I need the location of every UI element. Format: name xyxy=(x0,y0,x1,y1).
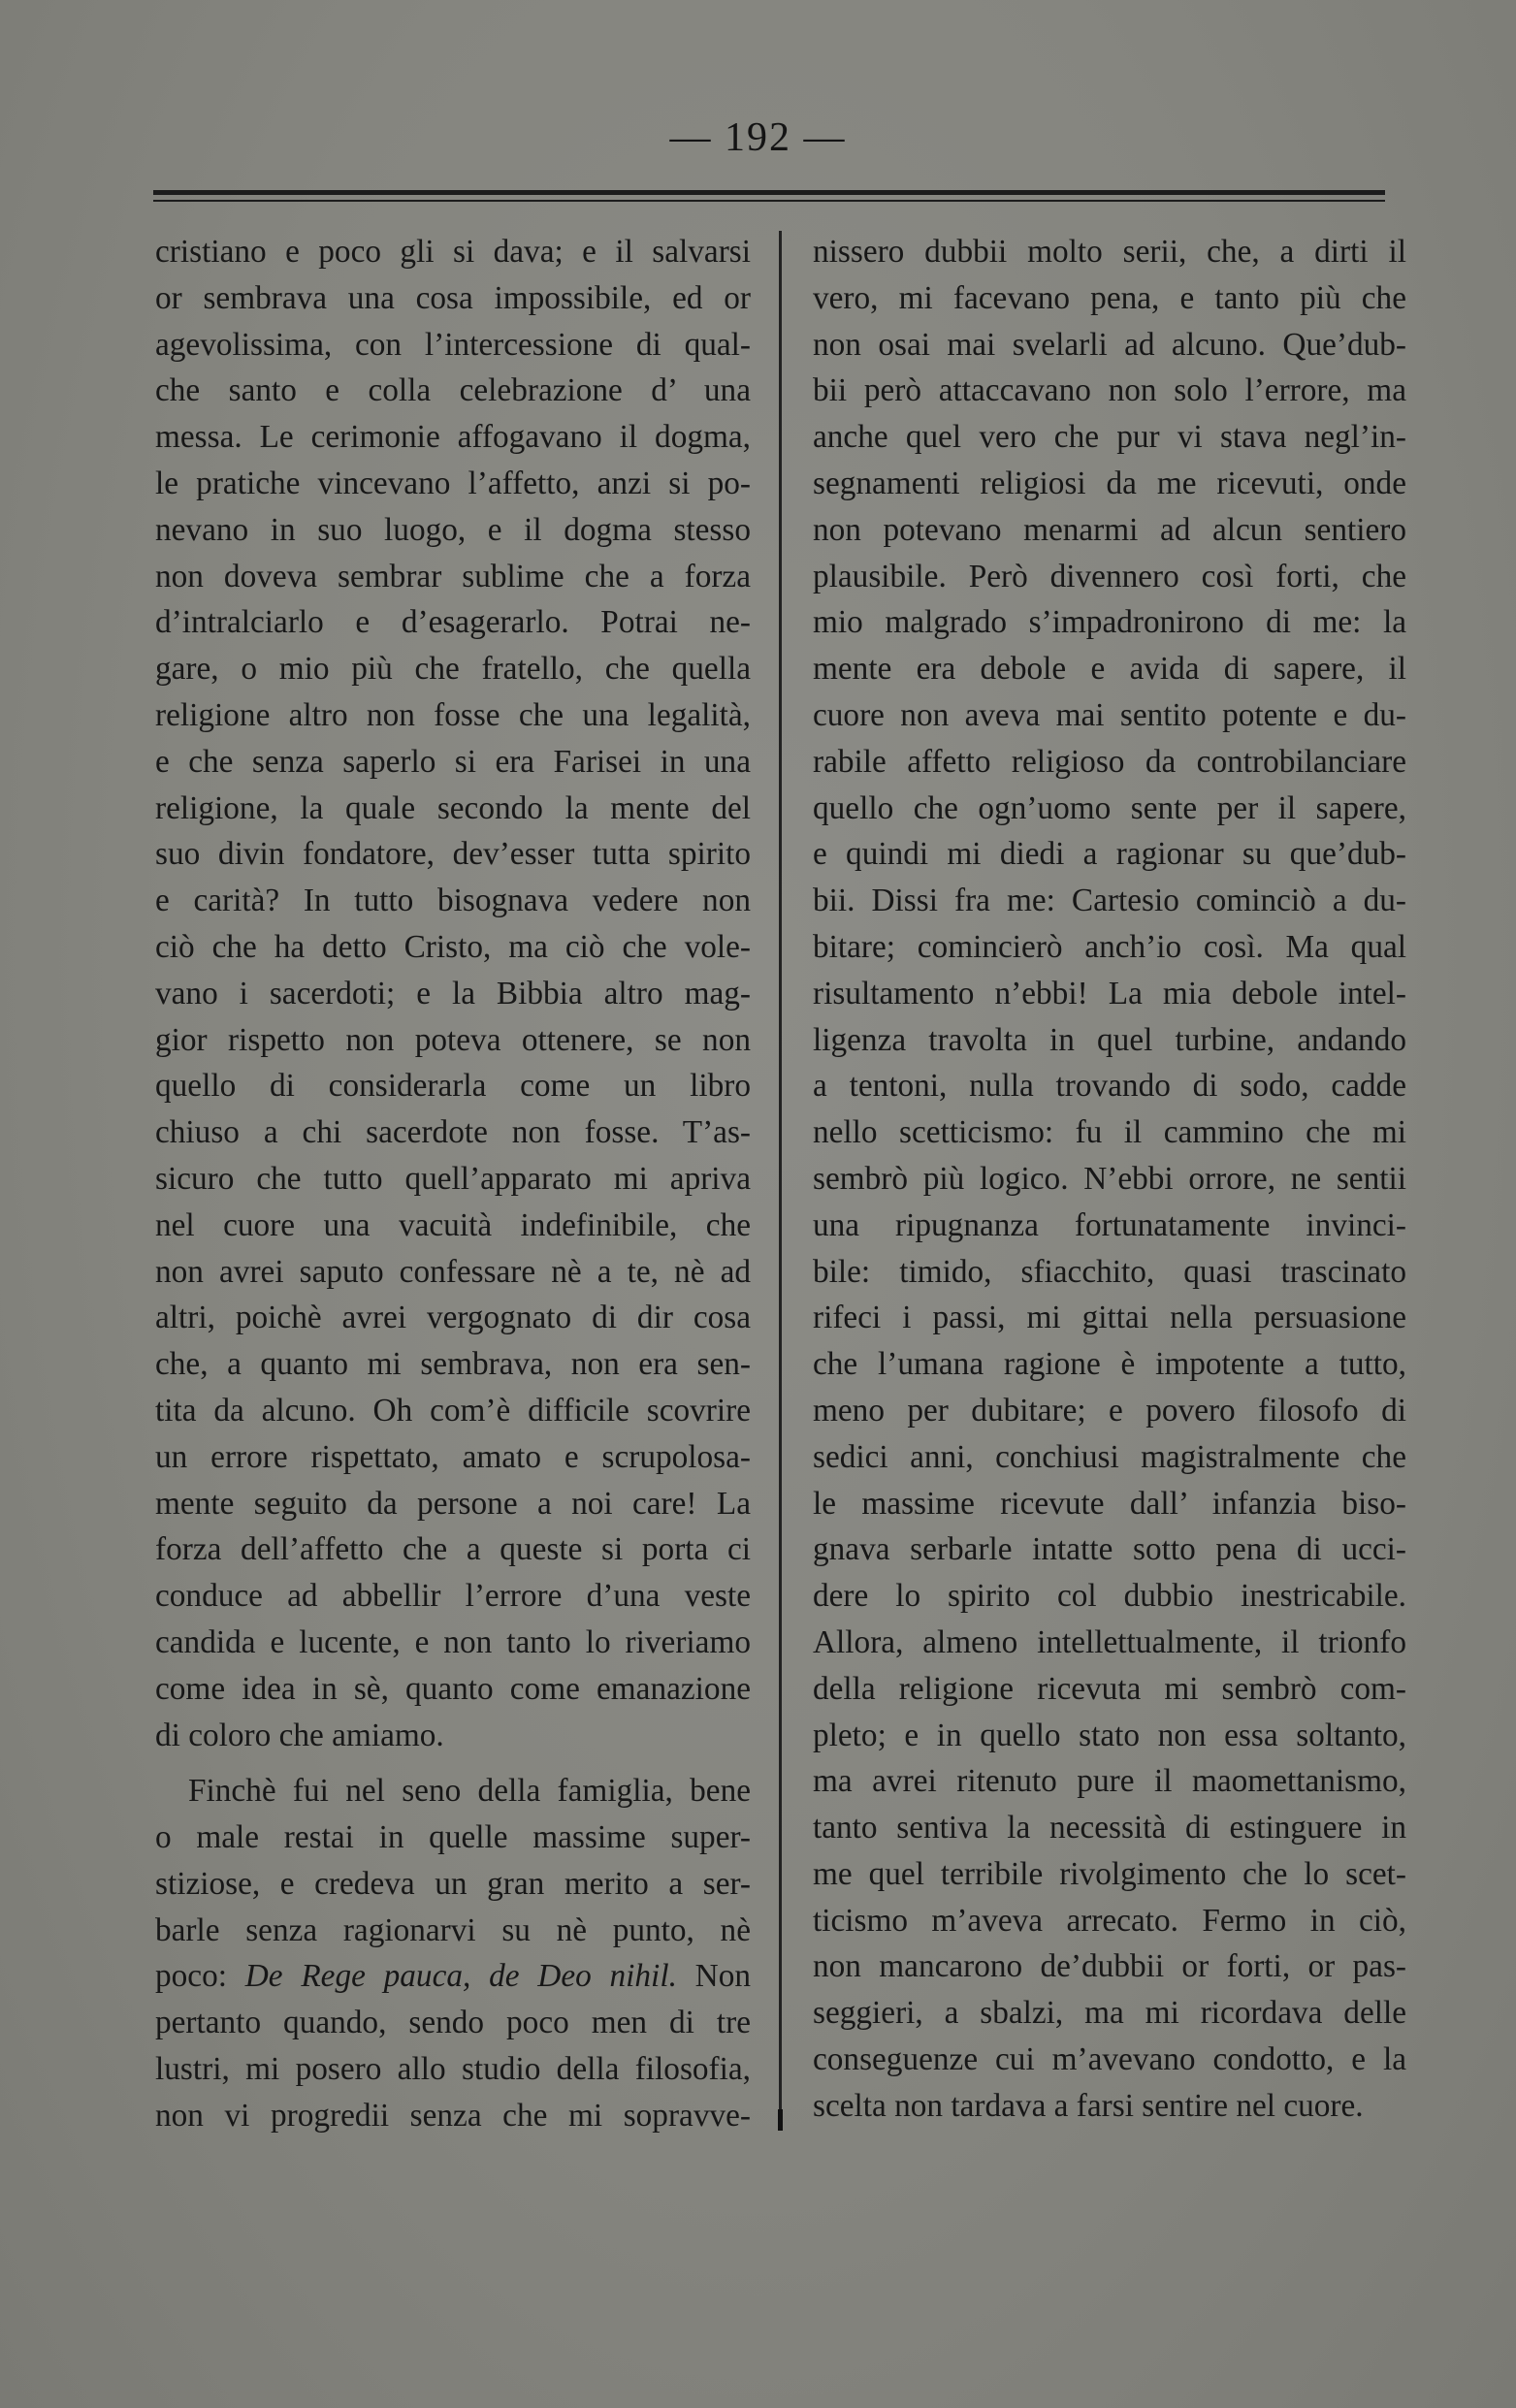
text-line: gnava serbarle intatte sotto pena di ucci- xyxy=(813,1531,1406,1568)
text-line: chiuso a chi sacerdote non fosse. T’as- xyxy=(155,1114,751,1151)
text-line: cuore non aveva mai sentito potente e du- xyxy=(813,696,1406,733)
header-rule-thick xyxy=(153,190,1385,195)
text-line: gior rispetto non poteva ottenere, se non xyxy=(155,1021,751,1058)
text-line: ma avrei ritenuto pure il maomettanismo, xyxy=(813,1763,1406,1800)
text-line: bile: timido, sfiacchito, quasi trascinato xyxy=(813,1253,1406,1290)
text-line: plausibile. Però divennero così forti, che xyxy=(813,558,1406,594)
text-line: tita da alcuno. Oh com’è difficile scovrire xyxy=(155,1392,751,1429)
text-line: pleto; e in quello stato non essa soltanto, xyxy=(813,1717,1406,1753)
text-line: vero, mi facevano pena, e tanto più che xyxy=(813,279,1406,316)
text-line: sicuro che tutto quell’apparato mi apriva xyxy=(155,1160,751,1197)
text-line: le pratiche vincevano l’affetto, anzi si po- xyxy=(155,465,751,501)
text-line: non vi progredii senza che mi sopravve- xyxy=(155,2097,751,2134)
latin-quote: De Rege pauca, de Deo nihil. xyxy=(244,1958,677,1995)
text-line: suo divin fondatore, dev’esser tutta spirito xyxy=(155,836,751,873)
text-line: quello di considerarla come un libro xyxy=(155,1068,751,1105)
column-divider-end xyxy=(778,2109,783,2131)
text-line: ligenza travolta in quel turbine, andando xyxy=(813,1021,1406,1058)
text-line: forza dell’affetto che a queste si porta ci xyxy=(155,1531,751,1568)
paragraph-gap xyxy=(155,1758,751,1768)
text-line: pertanto quando, sendo poco men di tre xyxy=(155,2005,751,2041)
page-number: — 192 — xyxy=(669,115,847,160)
text-line: seggieri, a sbalzi, ma mi ricordava delle xyxy=(813,1995,1406,2032)
text-line: bii. Dissi fra me: Cartesio cominciò a du- xyxy=(813,883,1406,919)
text-line: vano i sacerdoti; e la Bibbia altro mag- xyxy=(155,975,751,1011)
text-line: o male restai in quelle massime super- xyxy=(155,1819,751,1856)
text-line: dere lo spirito col dubbio inestricabile. xyxy=(813,1578,1406,1615)
text-line: d’intralciarlo e d’esagerarlo. Potrai ne- xyxy=(155,604,751,641)
text-line: nevano in suo luogo, e il dogma stesso xyxy=(155,511,751,548)
text-line: stiziose, e credeva un gran merito a ser- xyxy=(155,1865,751,1902)
text-line: di coloro che amiamo. xyxy=(155,1717,444,1753)
text-line: nello scetticismo: fu il cammino che mi xyxy=(813,1114,1406,1151)
text-line: Finchè fui nel seno della famiglia, bene xyxy=(188,1773,751,1810)
text-line: ciò che ha detto Cristo, ma ciò che vole- xyxy=(155,928,751,965)
text-line: conduce ad abbellir l’errore d’una veste xyxy=(155,1578,751,1615)
text-line: ticismo m’aveva arrecato. Fermo in ciò, xyxy=(813,1902,1406,1939)
text-line: meno per dubitare; e povero filosofo di xyxy=(813,1392,1406,1429)
text-line: rabile affetto religioso da controbilanciare xyxy=(813,743,1406,780)
text-line: e che senza saperlo si era Farisei in una xyxy=(155,743,751,780)
text-line: bitare; comincierò anch’io così. Ma qual xyxy=(813,928,1406,965)
text-line: barle senza ragionarvi su nè punto, nè xyxy=(155,1911,751,1948)
text-line: conseguenze cui m’avevano condotto, e la xyxy=(813,2041,1406,2078)
text-line: a tentoni, nulla trovando di sodo, cadde xyxy=(813,1068,1406,1105)
text-line: non doveva sembrar sublime che a forza xyxy=(155,558,751,594)
column-divider xyxy=(779,231,782,2130)
text-line-with-latin xyxy=(155,1953,751,2000)
text-line: me quel terribile rivolgimento che lo scet- xyxy=(813,1855,1406,1892)
text-line: non osai mai svelarli ad alcuno. Que’dub- xyxy=(813,326,1406,363)
text-line: mente era debole e avida di sapere, il xyxy=(813,651,1406,688)
text-line: Allora, almeno intellettualmente, il trionfo xyxy=(813,1623,1406,1660)
text-line: tanto sentiva la necessità di estinguere in xyxy=(813,1810,1406,1846)
text-line: bii però attaccavano non solo l’errore, ma xyxy=(813,372,1406,409)
text-line: cristiano e poco gli si dava; e il salvarsi xyxy=(155,234,751,270)
text-line: che, a quanto mi sembrava, non era sen- xyxy=(155,1346,751,1383)
text-line: or sembrava una cosa impossibile, ed or xyxy=(155,279,751,316)
text-line: religione, la quale secondo la mente del xyxy=(155,789,751,826)
text-line: agevolissima, con l’intercessione di qual- xyxy=(155,326,751,363)
text-fragment: poco: xyxy=(155,1958,245,1995)
text-line: nissero dubbii molto serii, che, a dirti il xyxy=(813,234,1406,270)
text-line: e carità? In tutto bisognava vedere non xyxy=(155,883,751,919)
text-line: mente seguito da persone a noi care! La xyxy=(155,1485,751,1522)
text-line: quello che ogn’uomo sente per il sapere, xyxy=(813,789,1406,826)
text-line: scelta non tardava a farsi sentire nel cuore. xyxy=(813,2087,1364,2124)
header-rule-thin xyxy=(153,200,1385,202)
text-line: religione altro non fosse che una legalità, xyxy=(155,696,751,733)
text-line: non potevano menarmi ad alcun sentiero xyxy=(813,511,1406,548)
text-line: messa. Le cerimonie affogavano il dogma, xyxy=(155,419,751,456)
text-line: rifeci i passi, mi gittai nella persuasione xyxy=(813,1300,1406,1336)
text-line: e quindi mi diedi a ragionar su que’dub- xyxy=(813,836,1406,873)
text-line: non avrei saputo confessare nè a te, nè ad xyxy=(155,1253,751,1290)
text-line: una ripugnanza fortunatamente invinci- xyxy=(813,1206,1406,1243)
text-line: altri, poichè avrei vergognato di dir cosa xyxy=(155,1300,751,1336)
text-fragment: Non xyxy=(676,1958,751,1995)
text-line: mio malgrado s’impadronirono di me: la xyxy=(813,604,1406,641)
text-line: candida e lucente, e non tanto lo riveriamo xyxy=(155,1623,751,1660)
left-text-column xyxy=(155,229,751,2139)
text-line: nel cuore una vacuità indefinibile, che xyxy=(155,1206,751,1243)
text-line: anche quel vero che pur vi stava negl’in- xyxy=(813,419,1406,456)
text-line: segnamenti religiosi da me ricevuti, onde xyxy=(813,465,1406,501)
text-line: che santo e colla celebrazione d’ una xyxy=(155,372,751,409)
text-line: che l’umana ragione è impotente a tutto, xyxy=(813,1346,1406,1383)
right-text-column xyxy=(813,229,1406,2130)
text-line: sedici anni, conchiusi magistralmente che xyxy=(813,1438,1406,1475)
text-line: sembrò più logico. N’ebbi orrore, ne sentii xyxy=(813,1160,1406,1197)
text-line: lustri, mi posero allo studio della filosofia, xyxy=(155,2051,751,2088)
text-line: le massime ricevute dall’ infanzia biso- xyxy=(813,1485,1406,1522)
text-line: gare, o mio più che fratello, che quella xyxy=(155,651,751,688)
text-line: un errore rispettato, amato e scrupolosa- xyxy=(155,1438,751,1475)
text-line: risultamento n’ebbi! La mia debole intel- xyxy=(813,975,1406,1011)
text-line: come idea in sè, quanto come emanazione xyxy=(155,1670,751,1707)
text-line: non mancarono de’dubbii or forti, or pas- xyxy=(813,1948,1406,1985)
text-line: della religione ricevuta mi sembrò com- xyxy=(813,1670,1406,1707)
